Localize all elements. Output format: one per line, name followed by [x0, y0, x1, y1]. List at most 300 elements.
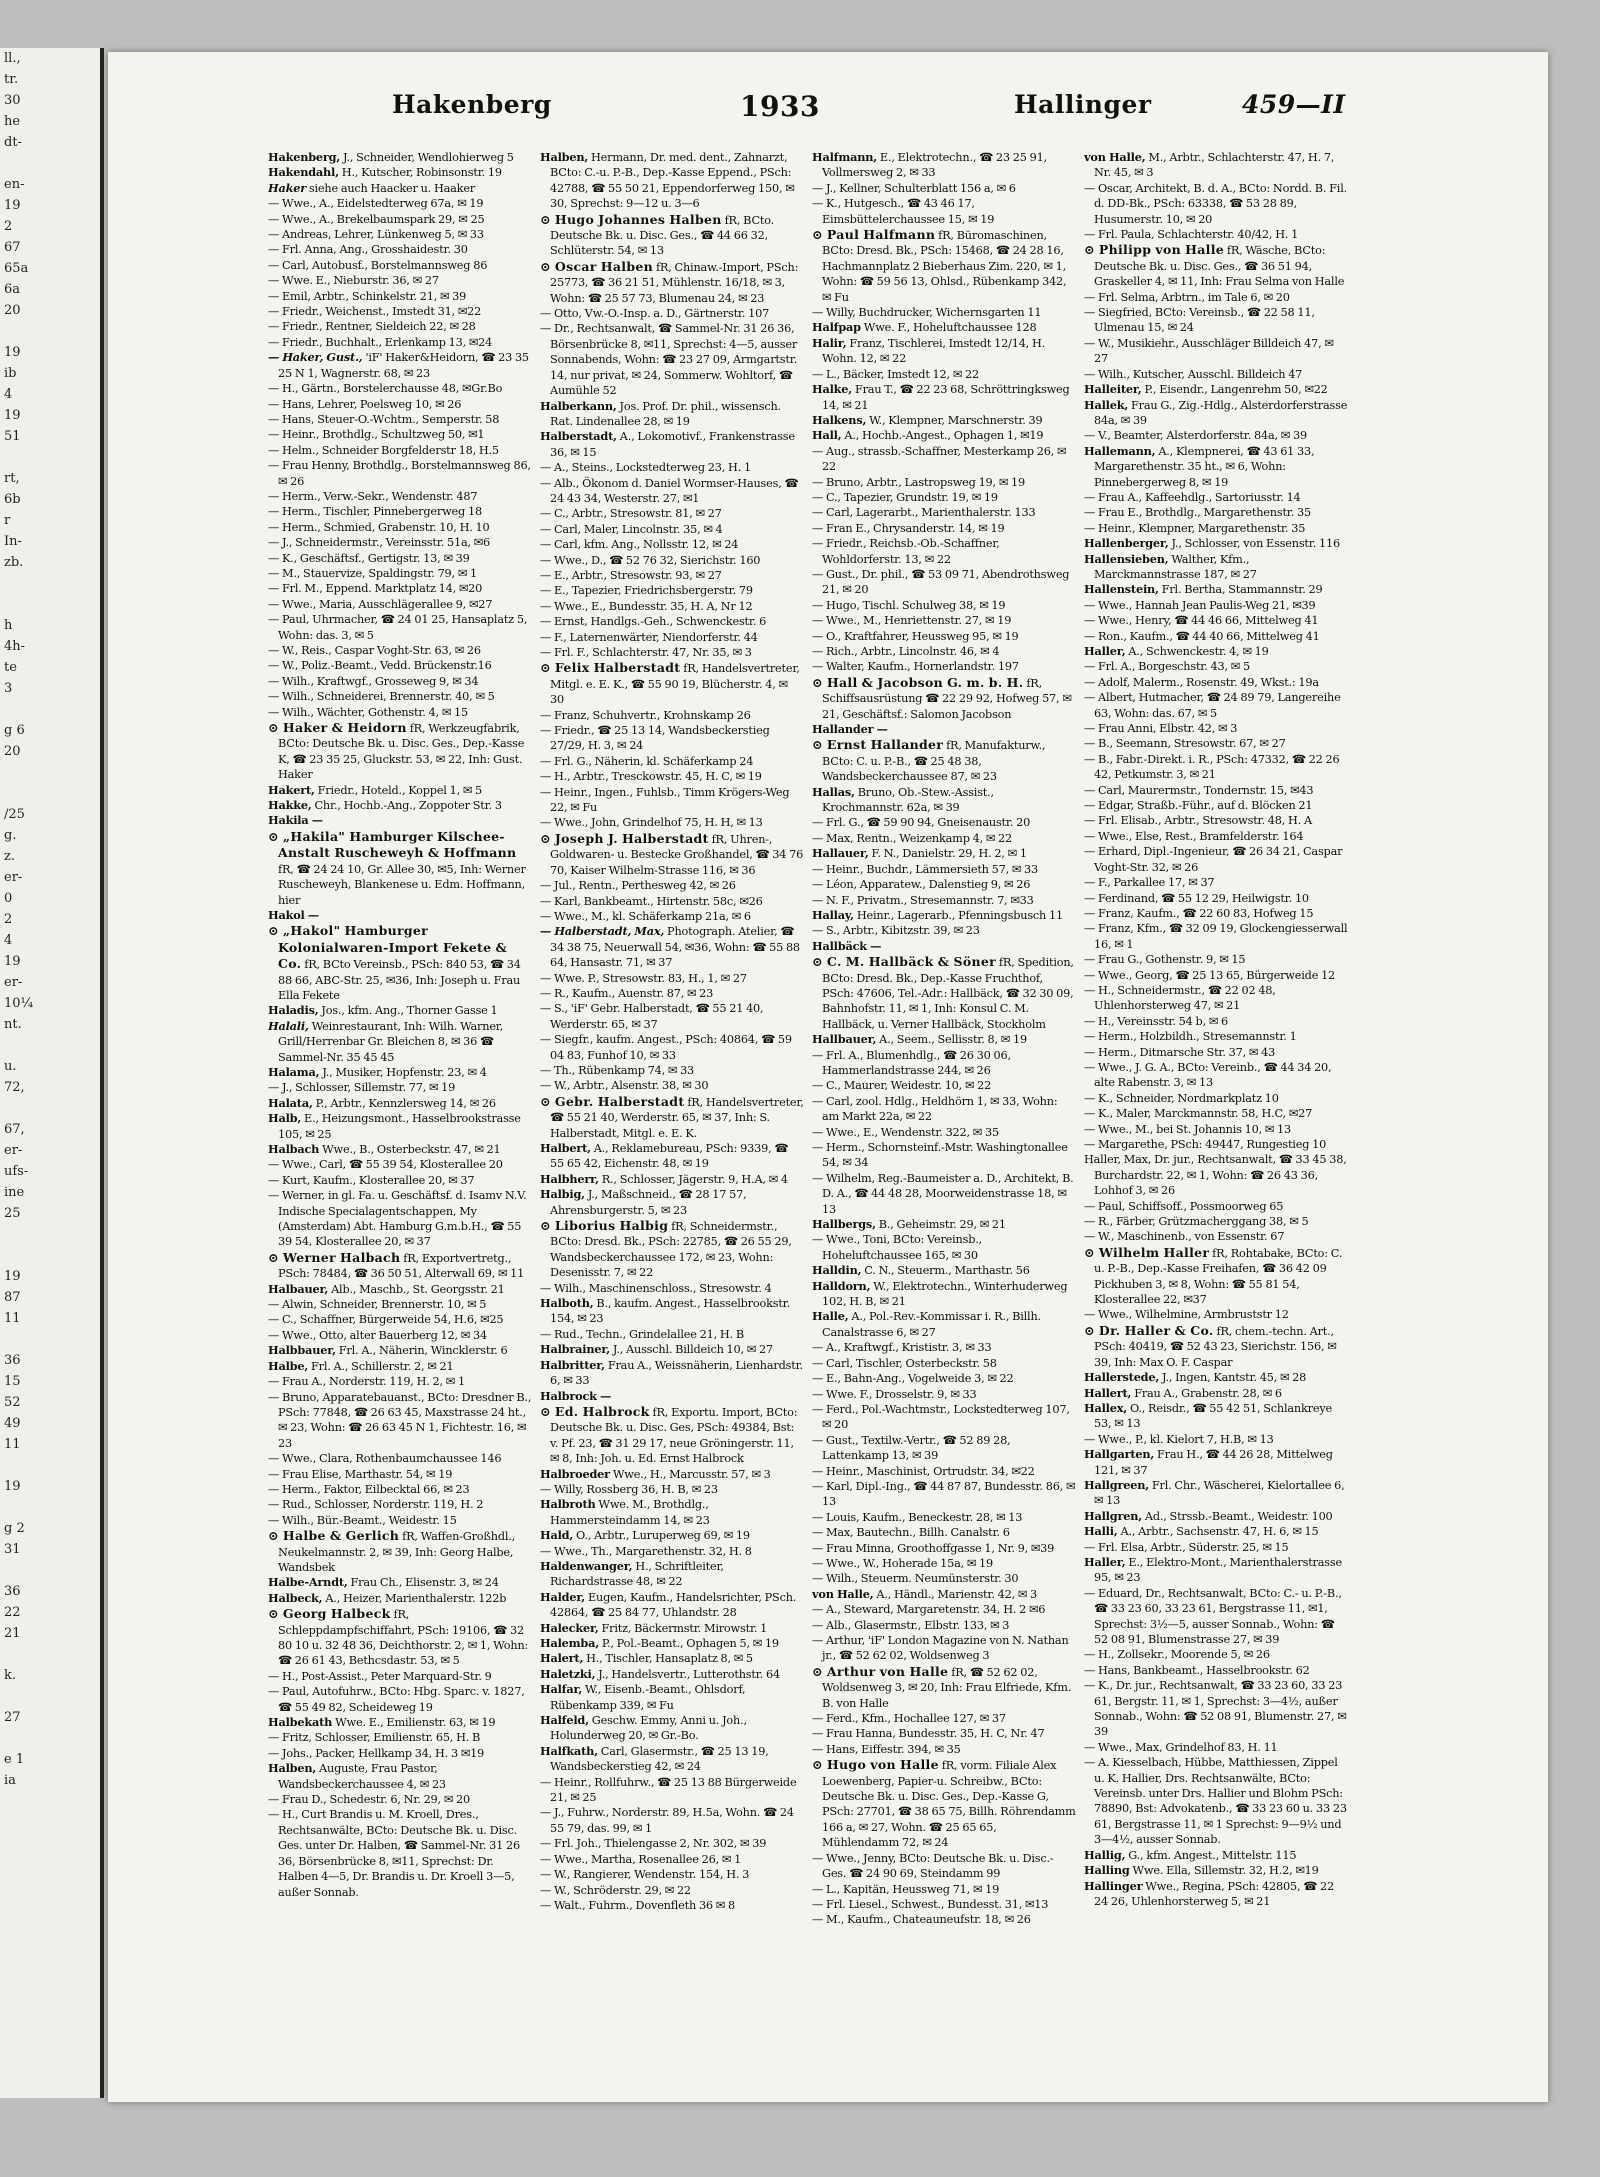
entry-details: — B., Seemann, Stresowstr. 67, ✉ 27: [1084, 737, 1286, 751]
directory-entry: [540, 1559, 804, 1590]
entry-details: — Frau E., Brothdlg., Margarethenstr. 35: [1084, 506, 1311, 520]
entry-name: Halb,: [268, 1111, 302, 1126]
edge-fragment: nt.: [4, 1017, 22, 1032]
directory-entry: [268, 412, 532, 427]
entry-name: ⊙ Gebr. Halberstadt: [540, 1093, 685, 1109]
edge-fragment: [0, 1686, 100, 1707]
entry-name: Halbrainer,: [540, 1342, 611, 1357]
entry-details: — Fran E., Chrysanderstr. 14, ✉ 19: [812, 521, 1005, 535]
directory-entry: [540, 785, 804, 816]
entry-name: Halli,: [1084, 1524, 1118, 1539]
entry-details: — Ron., Kaufm., ☎ 44 40 66, Mittelweg 41: [1084, 629, 1320, 643]
entry-details: — Wilh., Bür.-Beamt., Weidestr. 15: [268, 1513, 457, 1527]
entry-details: — Carl, Lagerarbt., Marienthalerstr. 133: [812, 506, 1036, 520]
directory-entry: [540, 1296, 804, 1327]
directory-entry: [268, 1080, 532, 1095]
directory-entry: [1084, 582, 1348, 597]
directory-entry: [540, 1590, 804, 1621]
directory-entry: [1084, 1307, 1348, 1322]
directory-entry: [1084, 983, 1348, 1014]
directory-entry: [812, 521, 1076, 536]
entry-details: — K., Dr. jur., Rechtsanwalt, ☎ 33 23 60, 33 23 61, Bergstr. 11, ✉ 1, Sprechst: 3—4½, außer Sonnab., Wohn: ☎ 52 08 91, Blumenstr. 27, ✉ 39: [1084, 1679, 1347, 1739]
directory-entry: [812, 1140, 1076, 1171]
header-last-entry: Hallinger: [1014, 90, 1152, 119]
directory-entry: [1084, 1401, 1348, 1432]
entry-details: Frl. A., Schillerstr. 2, ✉ 21: [311, 1359, 454, 1373]
entry-details: — Kurt, Kaufm., Klosterallee 20, ✉ 37: [268, 1173, 475, 1187]
directory-entry: [1084, 1432, 1348, 1447]
entry-details: — R., Kaufm., Auenstr. 87, ✉ 23: [540, 986, 714, 1000]
entry-details: — L., Kapitän, Heussweg 71, ✉ 19: [812, 1882, 1000, 1896]
entry-details: — Wwe., M., Henriettenstr. 27, ✉ 19: [812, 614, 1012, 628]
entry-details: R., Schlosser, Jägerstr. 9, H.A, ✉ 4: [601, 1172, 788, 1186]
edge-fragment: er-: [4, 870, 23, 885]
directory-entry: [812, 1340, 1076, 1355]
entry-details: Frl. Bertha, Stammannstr. 29: [1161, 583, 1323, 597]
directory-entry: [812, 490, 1076, 505]
entry-details: fR, Rohtabake, BCto: C. u. P.-B., Dep.-Kasse Freihafen, ☎ 36 42 09 Pickhuben 3, ✉ 8, Wohn: ☎ 55 81 54, Klosterallee 22, ✉37: [1094, 1246, 1343, 1307]
entry-name: Hallgreen,: [1084, 1477, 1149, 1492]
entry-name: Hallenstein,: [1084, 582, 1159, 597]
directory-entry: [1084, 844, 1348, 875]
entry-details: — Franz, Schuhvertr., Krohnskamp 26: [540, 708, 751, 722]
entry-name: Haladis,: [268, 1003, 319, 1018]
entry-name: Halert,: [540, 1651, 584, 1666]
entry-details: — Hans, Lehrer, Poelsweg 10, ✉ 26: [268, 397, 462, 411]
entry-details: G., kfm. Angest., Mittelstr. 115: [1128, 1848, 1297, 1862]
entry-details: — Wwe., John, Grindelhof 75, H. H, ✉ 13: [540, 816, 763, 830]
entry-details: — Oscar, Architekt, B. d. A., BCto: Nordd. B. Fil. d. DD-Bk., PSch: 63338, ☎ 53 28 89, Husumerstr. 10, ✉ 20: [1084, 181, 1348, 226]
directory-entry: [540, 1667, 804, 1682]
directory-entry: [268, 798, 532, 813]
entry-details: Ad., Strssb.-Beamt., Weidestr. 100: [1144, 1509, 1333, 1523]
entry-name: ⊙ Liborius Halbig: [540, 1218, 669, 1234]
entry-details: — C., Arbtr., Stresowstr. 81, ✉ 27: [540, 507, 722, 521]
directory-entry: [1084, 1152, 1348, 1198]
entry-details: — Wwe., Georg, ☎ 25 13 65, Bürgerweide 12: [1084, 968, 1336, 982]
entry-details: — H., Arbtr., Tresckowstr. 45, H. C, ✉ 19: [540, 770, 762, 784]
entry-details: — C., Tapezier, Grundstr. 19, ✉ 19: [812, 490, 998, 504]
directory-entry: [812, 954, 1076, 1032]
entry-name: Hallemann,: [1084, 443, 1156, 458]
edge-fragment: /25: [4, 807, 25, 822]
directory-entry: [268, 720, 532, 783]
entry-details: W., Elektrotechn., Winterhuderweg 102, H. B, ✉ 21: [822, 1279, 1068, 1309]
entry-name: Hallgarten,: [1084, 1447, 1155, 1462]
directory-entry: [812, 831, 1076, 846]
entry-name: Hallenberger,: [1084, 536, 1169, 551]
entry-details: — H., Post-Assist., Peter Marquard-Str. 9: [268, 1669, 492, 1683]
directory-entry: [1084, 1029, 1348, 1044]
edge-fragment: [0, 1497, 100, 1518]
directory-entry: [540, 212, 804, 259]
page-header: [272, 90, 1352, 130]
directory-entry: [1084, 536, 1348, 551]
edge-fragment: 21: [4, 1626, 21, 1641]
edge-fragment: 20: [4, 303, 21, 318]
entry-details: — Dr., Rechtsanwalt, ☎ Sammel-Nr. 31 26 36, Börsenbrücke 8, ✉11, Sprechst: 4—5, ausser Sonnabends, Wohn: ☎ 23 27 09, Armgartstr. 14, nur privat, ✉ 24, Sommerw. Wohltorf, ☎ Aumühle 52: [540, 322, 798, 398]
entry-name: Halfar,: [540, 1682, 583, 1697]
entry-details: — H., Vereinsstr. 54 b, ✉ 6: [1084, 1014, 1228, 1028]
entry-name: Hakenberg,: [268, 150, 341, 164]
entry-details: — Siegfr., kaufm. Angest., PSch: 40864, ☎ 59 04 83, Funhof 10, ✉ 33: [540, 1033, 792, 1062]
entry-details: A., Händl., Marienstr. 42, ✉ 3: [876, 1587, 1038, 1601]
entry-name: ⊙ Haker & Heidorn: [268, 720, 407, 736]
edge-fragment: [0, 762, 100, 783]
directory-entry: [812, 1032, 1076, 1047]
entry-name: Halbekath: [268, 1715, 333, 1730]
directory-entry: [1084, 752, 1348, 783]
directory-entry: [268, 923, 532, 1003]
directory-entry: [1084, 444, 1348, 490]
entry-details: — Paul, Schiffsoff., Possmoorweg 65: [1084, 1199, 1284, 1213]
directory-entry: [812, 1726, 1076, 1741]
directory-entry: [268, 1111, 532, 1142]
directory-entry: [268, 1282, 532, 1297]
directory-entry: [1084, 382, 1348, 397]
entry-details: — Margarethe, PSch: 49447, Rungestieg 10: [1084, 1138, 1327, 1151]
entry-details: — Walt., Fuhrm., Dovenfleth 36 ✉ 8: [540, 1898, 735, 1912]
entry-details: — E., Arbtr., Stresowstr. 93, ✉ 27: [540, 568, 722, 582]
edge-fragment: 6a: [4, 282, 21, 297]
directory-entry: [268, 643, 532, 658]
entry-details: Wwe. Ella, Sillemstr. 32, H.2, ✉19: [1132, 1864, 1319, 1878]
directory-entry: [1084, 891, 1348, 906]
entry-details: — Wwe. P., Stresowstr. 83, H., 1, ✉ 27: [540, 971, 747, 985]
directory-entry: [1084, 1091, 1348, 1106]
directory-entry: [1084, 552, 1348, 583]
entry-details: — Frl. Elisab., Arbtr., Stresowstr. 48, H. A: [1084, 814, 1312, 828]
entry-details: — Wwe., A., Brekelbaumspark 29, ✉ 25: [268, 212, 485, 226]
directory-entry: [1084, 1122, 1348, 1137]
entry-details: Frau H., ☎ 44 26 28, Mittelweg 121, ✉ 37: [1094, 1448, 1333, 1477]
directory-entry: [1084, 1863, 1348, 1878]
entry-name: Hallbergs,: [812, 1217, 876, 1232]
directory-entry: [812, 305, 1076, 320]
entry-details: — Herm., Tischler, Pinnebergerweg 18: [268, 505, 482, 519]
directory-entry: [268, 1390, 532, 1452]
edge-fragment: [0, 321, 100, 342]
entry-details: E., Elektrotechn., ☎ 23 25 91, Vollmersweg 2, ✉ 33: [822, 151, 1047, 180]
entry-details: — Paul, Uhrmacher, ☎ 24 01 25, Hansaplatz 5, Wohn: das. 3, ✉ 5: [268, 613, 528, 642]
edge-fragment: [0, 1728, 100, 1749]
directory-entry: [812, 1309, 1076, 1340]
entry-details: Wwe. F., Hoheluftchaussee 128: [863, 321, 1037, 335]
entry-details: — Franz, Kfm., ☎ 32 09 19, Glockengiesserwall 16, ✉ 1: [1084, 922, 1348, 951]
entry-name: Haletzki,: [540, 1666, 596, 1681]
entry-name: Hald,: [540, 1528, 574, 1543]
entry-details: — Wwe., Clara, Rothenbaumchaussee 146: [268, 1452, 502, 1466]
header-year: 1933: [740, 90, 820, 123]
directory-entry: [268, 1730, 532, 1745]
entry-details: — Emil, Arbtr., Schinkelstr. 21, ✉ 39: [268, 289, 467, 303]
edge-fragment: ine: [4, 1185, 25, 1200]
entry-details: fR, Chinaw.-Import, PSch: 25773, ☎ 36 21 51, Mühlenstr. 16/18, ✉ 3, Wohn: ☎ 25 57 73, Blumenau 24, ✉ 23: [550, 260, 799, 305]
directory-entry: [1084, 1045, 1348, 1060]
directory-entry: [812, 1356, 1076, 1371]
entry-details: — Herm., Schmied, Grabenstr. 10, H. 10: [268, 520, 490, 534]
entry-details: — Alwin, Schneider, Brennerstr. 10, ✉ 5: [268, 1298, 487, 1312]
entry-details: — Wilh., Kraftwgf., Grosseweg 9, ✉ 34: [268, 674, 479, 688]
directory-entry: [812, 196, 1076, 227]
entry-details: — Wwe., M., kl. Schäferkamp 21a, ✉ 6: [540, 909, 751, 923]
directory-entry: [540, 1805, 804, 1836]
directory-entry: [812, 1217, 1076, 1232]
directory-entry: [812, 1633, 1076, 1664]
entry-name: ⊙ C. M. Hallbäck & Söner: [812, 954, 996, 970]
directory-entry: [268, 597, 532, 612]
directory-entry: [812, 1371, 1076, 1386]
entry-details: B., kaufm. Angest., Hasselbrookstr. 154, ✉ 23: [550, 1297, 791, 1326]
entry-details: siehe auch Haacker u. Haaker: [308, 181, 476, 195]
entry-details: — Wwe. F., Drosselstr. 9, ✉ 33: [812, 1387, 977, 1401]
directory-entry: [540, 1358, 804, 1389]
directory-entry: [540, 1172, 804, 1187]
entry-details: — H., Curt Brandis u. M. Kroell, Dres., Rechtsanwälte, BCto: Deutsche Bk. u. Disc. Ges. unter Dr. Halben, ☎ Sammel-Nr. 31 26 36, Börsenbrücke 8, ✉11, Sprechst: Dr. Halben 4—5, Dr. Brandis u. Dr. Kroell 3—5, außer Sonnab.: [268, 1808, 520, 1899]
edge-fragment: 49: [4, 1416, 21, 1431]
edge-fragment: [0, 1224, 100, 1245]
entry-details: — Otto, Vw.-O.-Insp. a. D., Gärtnerstr. 107: [540, 307, 770, 321]
directory-entry: [1084, 290, 1348, 305]
entry-details: — Fritz, Schlosser, Emilienstr. 65, H. B: [268, 1731, 481, 1745]
entry-details: — Frau Henny, Brothdlg., Borstelmannsweg 86, ✉ 26: [268, 459, 531, 488]
directory-entry: [812, 1664, 1076, 1711]
entry-details: Heinr., Lagerarb., Pfenningsbusch 11: [856, 908, 1063, 922]
entry-name: Halbrock —: [540, 1388, 612, 1403]
entry-details: — H., Gärtn., Borstelerchausse 48, ✉Gr.Bo: [268, 382, 503, 396]
entry-details: — Johs., Packer, Hellkamp 34, H. 3 ✉19: [268, 1746, 485, 1760]
edge-fragment: g 2: [4, 1521, 25, 1536]
entry-details: — F., Laternenwärter, Niendorferstr. 44: [540, 630, 758, 644]
entry-details: — Wwe., D., ☎ 52 76 32, Sierichstr. 160: [540, 553, 761, 567]
edge-fragment: ufs-: [4, 1164, 29, 1179]
edge-fragment: zb.: [4, 555, 24, 570]
entry-details: H., Tischler, Hansaplatz 8, ✉ 5: [586, 1652, 753, 1666]
directory-entry: [540, 708, 804, 723]
directory-entry: [1084, 367, 1348, 382]
entry-details: — E., Tapezier, Friedrichsbergerstr. 79: [540, 584, 753, 598]
entry-details: Jos., kfm. Ang., Thorner Gasse 1: [321, 1004, 498, 1018]
directory-entry: [540, 1001, 804, 1032]
directory-entry: [540, 1404, 804, 1467]
entry-details: — W., Arbtr., Alsenstr. 38, ✉ 30: [540, 1079, 709, 1093]
entry-details: fR, ☎ 24 24 10, Gr. Allee 30, ✉5, Inh: Werner Ruscheweyh, Blankenese u. Edm. Hoffmann, hier: [278, 862, 526, 907]
entry-details: Frau A., Grabenstr. 28, ✉ 6: [1134, 1386, 1282, 1400]
entry-details: — Siegfried, BCto: Vereinsb., ☎ 22 58 11, Ulmenau 15, ✉ 24: [1084, 306, 1315, 335]
directory-entry: [812, 1587, 1076, 1602]
directory-entry: [268, 242, 532, 257]
directory-entry: [812, 1742, 1076, 1757]
entry-details: fR, Exportu. Import, BCto: Deutsche Bk. u. Disc. Ges, PSch: 49384, Bst: v. Pf. 23, ☎ 31 29 17, neue Gröningerstr. 11, ✉ 8, Inh: Joh. u. Ed. Ernst Halbrock: [550, 1405, 798, 1466]
entry-details: — Alb., Ökonom d. Daniel Wormser-Hauses, ☎ 24 43 34, Westerstr. 27, ✉1: [540, 476, 799, 505]
edge-fragment: en-: [4, 177, 25, 192]
directory-entry: [812, 675, 1076, 722]
directory-entry: [268, 181, 532, 196]
directory-entry: [268, 1746, 532, 1761]
entry-details: fR, Waffen-Großhdl., Neukelmannstr. 2, ✉ 39, Inh: Georg Halbe, Wandsbek: [278, 1530, 516, 1574]
entry-details: — L., Bäcker, Imstedt 12, ✉ 22: [812, 367, 979, 381]
entry-details: — Wwe., E., Bundesstr. 35, H. A, Nr 12: [540, 599, 753, 613]
entry-name: Halbritter,: [540, 1357, 605, 1372]
directory-entry: [540, 1342, 804, 1357]
entry-name: ⊙ Halbe & Gerlich: [268, 1528, 400, 1544]
directory-entry: [268, 1328, 532, 1343]
entry-name: ⊙ Dr. Haller & Co.: [1084, 1322, 1214, 1338]
entry-details: — B., Fabr.-Direkt. i. R., PSch: 47332, ☎ 22 26 42, Petkumstr. 3, ✉ 21: [1084, 752, 1340, 782]
entry-details: — J., Schlosser, Sillemstr. 77, ✉ 19: [268, 1081, 456, 1095]
edge-fragment: [0, 1329, 100, 1350]
directory-entry: [268, 1096, 532, 1111]
entry-details: Chr., Hochb.-Ang., Zoppoter Str. 3: [314, 799, 502, 813]
directory-entry: [268, 1312, 532, 1327]
entry-name: Halfmann,: [812, 150, 877, 164]
entry-name: Hakke,: [268, 798, 312, 813]
edge-fragment: 2: [4, 912, 13, 927]
entry-details: — Wwe., E., Wendenstr. 322, ✉ 35: [812, 1125, 999, 1139]
directory-entry: [540, 537, 804, 552]
directory-entry: [540, 645, 804, 660]
entry-name: Halbroth: [540, 1497, 596, 1512]
directory-entry: [812, 877, 1076, 892]
edge-fragment: 19: [4, 1269, 21, 1284]
directory-entry: [540, 150, 804, 212]
directory-entry: [1084, 659, 1348, 674]
entry-details: Auguste, Frau Pastor, Wandsbeckerchaussee 4, ✉ 23: [278, 1762, 446, 1791]
directory-entry: [1084, 1106, 1348, 1121]
entry-details: — Wwe., P., kl. Kielort 7, H.B, ✉ 13: [1084, 1432, 1274, 1446]
directory-entry: [1084, 906, 1348, 921]
entry-details: — Carl, zool. Hdlg., Heldhörn 1, ✉ 33, Wohn: am Markt 22a, ✉ 22: [812, 1094, 1058, 1124]
directory-entry: [268, 705, 532, 720]
entry-name: Haller,: [1084, 1554, 1126, 1569]
entry-details: — Wwe., Maria, Ausschlägerallee 9, ✉27: [268, 597, 493, 611]
edge-fragment: 19: [4, 345, 21, 360]
edge-fragment: ia: [4, 1773, 16, 1788]
directory-entry: [268, 689, 532, 704]
entry-name: Hallas,: [812, 784, 855, 799]
entry-details: — Gust., Dr. phil., ☎ 53 09 71, Abendrothsweg 21, ✉ 20: [812, 567, 1070, 597]
entry-details: Hermann, Dr. med. dent., Zahnarzt, BCto: C.-u. P.-B., Dep.-Kasse Eppend., PSch: 42788, ☎ 55 50 21, Eppendorferweg 150, ✉ 30, Sprechst: 9—12 u. 3—6: [550, 151, 795, 211]
directory-entry: [1084, 968, 1348, 983]
directory-entry: [1084, 1663, 1348, 1678]
directory-entry: [540, 1636, 804, 1651]
entry-details: — Friedr., Weichenst., Imstedt 31, ✉22: [268, 305, 482, 319]
entry-details: fR, vorm. Filiale Alex Loewenberg, Papier-u. Schreibw., BCto: Deutsche Bk. u. Disc. Ges., Dep.-Kasse G, PSch: 27701, ☎ 38 65 75, Billh. Röhrendamm 166 a, ✉ 27, Wohn. ☎ 25 65 65, Mühlendamm 72, ✉ 24: [822, 1759, 1076, 1850]
entry-name: — Haker, Gust.,: [268, 350, 363, 365]
entry-name: ⊙ „Hakila" Hamburger Kilschee-Anstalt Ruscheweyh & Hoffmann: [268, 828, 517, 861]
entry-details: — Frl. Selma, Arbtrn., im Tale 6, ✉ 20: [1084, 290, 1290, 304]
directory-entry: [1084, 798, 1348, 813]
edge-fragment: rt,: [4, 471, 20, 486]
entry-name: ⊙ Joseph J. Halberstadt: [540, 830, 709, 846]
entry-name: Halle,: [812, 1309, 849, 1324]
entry-name: Haldenwanger,: [540, 1558, 633, 1573]
entry-details: — S., 'iF' Gebr. Halberstadt, ☎ 55 21 40, Werderstr. 65, ✉ 37: [540, 1002, 764, 1031]
entry-details: — A. Kiesselbach, Hübbe, Matthiessen, Zippel u. K. Hallier, Drs. Rechtsanwälte, BCto: Vereinsb. unter Drs. Hallier und Blohm PSch: 78890, Bst: Advokatenb., ☎ 33 23 60 u. 33 23 61, Bergstrasse 11, ✉ 1 Sprechst: 9—9½ und 3—4½, ausser Sonnab.: [1084, 1756, 1347, 1847]
entry-details: A., Lokomotivf., Frankenstrasse 36, ✉ 15: [550, 430, 795, 459]
entry-details: fR, BCto Vereinsb., PSch: 840 53, ☎ 34 88 66, ABC-Str. 25, ✉36, Inh: Joseph u. Frau Ella Fekete: [278, 958, 521, 1002]
directory-entry: [1084, 150, 1348, 181]
directory-entry: [812, 846, 1076, 861]
entry-details: — Herm., Faktor, Eilbecktal 66, ✉ 23: [268, 1482, 470, 1496]
entry-details: Wwe. E., Emilienstr. 63, ✉ 19: [335, 1716, 496, 1730]
directory-entry: [1084, 1214, 1348, 1229]
entry-details: Carl, Glasermstr., ☎ 25 13 19, Wandsbeckerstieg 42, ✉ 24: [550, 1744, 769, 1774]
edge-fragment: ll.,: [4, 51, 21, 66]
edge-fragment: 52: [4, 1395, 21, 1410]
entry-details: — Frau Anni, Elbstr. 42, ✉ 3: [1084, 722, 1238, 736]
entry-name: Halling: [1084, 1863, 1130, 1878]
edge-fragment: 0: [4, 891, 13, 906]
directory-entry: [812, 227, 1076, 305]
entry-details: — Frau G., Gothenstr. 9, ✉ 15: [1084, 953, 1246, 967]
entry-details: — Andreas, Lehrer, Lünkenweg 5, ✉ 33: [268, 228, 484, 242]
directory-entry: [1084, 1678, 1348, 1740]
directory-entry: [812, 382, 1076, 413]
directory-entry: [268, 1359, 532, 1374]
entry-details: — Frl. Joh., Thielengasse 2, Nr. 302, ✉ 39: [540, 1837, 767, 1851]
edge-fragment: [0, 447, 100, 468]
entry-details: — Aug., strassb.-Schaffner, Mesterkamp 26, ✉ 22: [812, 444, 1067, 474]
entry-name: Halfeld,: [540, 1713, 589, 1728]
entry-details: — Friedr., ☎ 25 13 14, Wandsbeckerstieg 27/29, H. 3, ✉ 24: [540, 724, 770, 753]
directory-entry: [812, 893, 1076, 908]
directory-entry: [540, 1898, 804, 1913]
directory-entry: [1084, 1540, 1348, 1555]
directory-entry: [540, 878, 804, 893]
entry-details: — Wwe., Martha, Rosenallee 26, ✉ 1: [540, 1852, 742, 1866]
edge-fragment: [0, 783, 100, 804]
directory-entry: [540, 1883, 804, 1898]
directory-entry: [1084, 1386, 1348, 1401]
directory-entry: [1084, 1524, 1348, 1539]
directory-entry: [540, 614, 804, 629]
directory-entry: [268, 1482, 532, 1497]
directory-entry: [812, 1897, 1076, 1912]
directory-entry: [268, 381, 532, 396]
entry-details: — Wwe., J. G. A., BCto: Vereinb., ☎ 44 34 20, alte Rabenstr. 3, ✉ 13: [1084, 1060, 1332, 1090]
entry-details: — K., Maler, Marckmannstr. 58, H.C, ✉27: [1084, 1107, 1313, 1121]
directory-entry: [540, 522, 804, 537]
directory-entry: [540, 1187, 804, 1218]
entry-name: Halbe-Arndt,: [268, 1575, 348, 1590]
entry-details: — Bruno, Arbtr., Lastropsweg 19, ✉ 19: [812, 475, 1025, 489]
entry-details: — Frau A., Norderstr. 119, H. 2, ✉ 1: [268, 1375, 465, 1389]
entry-details: — Frau Elise, Marthastr. 54, ✉ 19: [268, 1467, 453, 1481]
directory-entry: [268, 335, 532, 350]
entry-name: Halkens,: [812, 412, 867, 427]
entry-details: — Ferdinand, ☎ 55 12 29, Heilwigstr. 10: [1084, 891, 1309, 905]
entry-name: Halboth,: [540, 1296, 594, 1311]
directory-entry: [540, 1621, 804, 1636]
directory-entry: [1084, 1555, 1348, 1586]
entry-name: ⊙ Wilhelm Haller: [1084, 1244, 1210, 1260]
entry-details: Wwe., B., Osterbeckstr. 47, ✉ 21: [322, 1143, 501, 1156]
directory-entry: [268, 674, 532, 689]
directory-entry: [1084, 875, 1348, 890]
entry-name: Halir,: [812, 335, 847, 350]
entry-name: Halleiter,: [1084, 382, 1142, 397]
directory-entry: [540, 506, 804, 521]
directory-entry: [540, 1094, 804, 1141]
entry-details: J., Schneider, Wendlohierweg 5: [343, 151, 514, 164]
directory-entry: [268, 908, 532, 923]
entry-name: Halfkath,: [540, 1743, 598, 1758]
directory-entry: [268, 397, 532, 412]
entry-details: — Wwe., Else, Rest., Bramfelderstr. 164: [1084, 829, 1304, 843]
directory-entry: [268, 212, 532, 227]
entry-details: — R., Färber, Grützmacherggang 38, ✉ 5: [1084, 1215, 1309, 1229]
